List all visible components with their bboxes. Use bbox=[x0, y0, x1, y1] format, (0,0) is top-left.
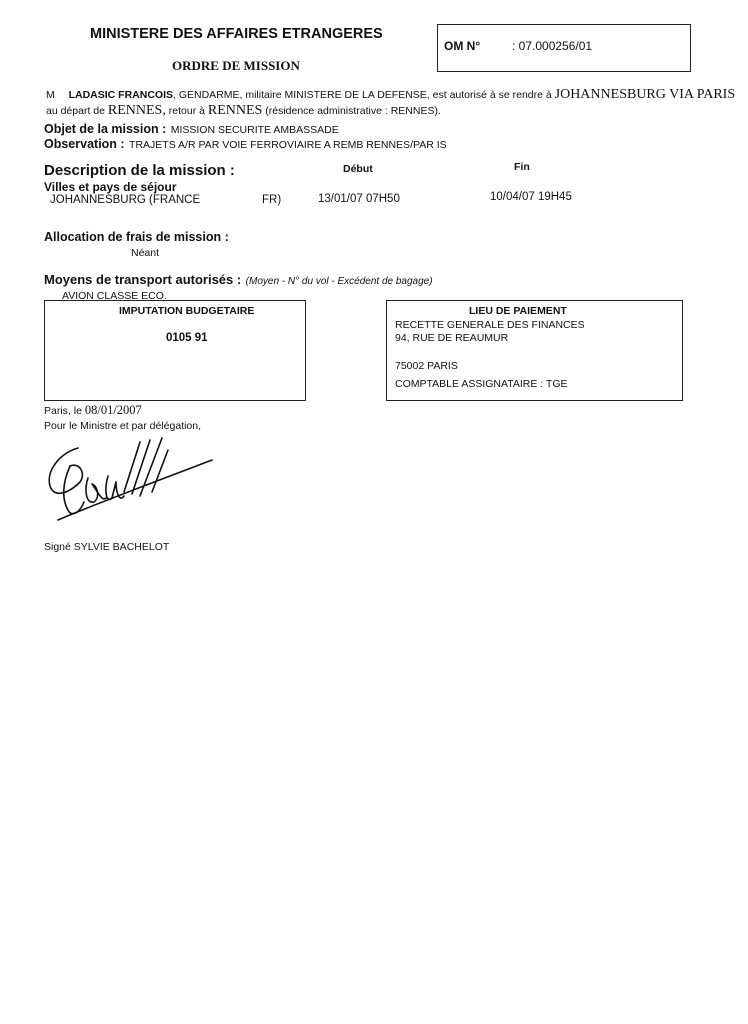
observation-label: Observation : bbox=[44, 137, 125, 151]
delegation-text: Pour le Ministre et par délégation, bbox=[44, 420, 202, 432]
allocation-value: Néant bbox=[131, 247, 160, 259]
om-label: OM N° bbox=[444, 39, 481, 53]
description-title: Description de la mission : bbox=[44, 162, 235, 179]
paiement-line-3: 75002 PARIS bbox=[395, 360, 458, 372]
place-date-row bbox=[44, 403, 142, 418]
end-datetime: 10/04/07 19H45 bbox=[490, 191, 572, 203]
paiement-line-4: COMPTABLE ASSIGNATAIRE : TGE bbox=[395, 378, 568, 390]
allocation-label: Allocation de frais de mission : bbox=[44, 230, 229, 244]
observation-value: TRAJETS A/R PAR VOIE FERROVIAIRE A REMB RENNES/PAR IS bbox=[129, 139, 447, 151]
paiement-box bbox=[386, 300, 683, 401]
transport-label: Moyens de transport autorisés : bbox=[44, 272, 242, 287]
imputation-value: 0105 91 bbox=[166, 332, 208, 344]
start-datetime: 13/01/07 07H50 bbox=[318, 193, 400, 205]
om-number-box bbox=[437, 24, 691, 72]
paiement-title: LIEU DE PAIEMENT bbox=[469, 305, 567, 317]
transport-note: (Moyen - N° du vol - Excédent de bagage) bbox=[245, 276, 433, 287]
ministry-title: MINISTERE DES AFFAIRES ETRANGERES bbox=[90, 26, 383, 42]
intro-text: , GENDARME, militaire MINISTERE DE LA DEFENSE, est autorisé à se rendre à bbox=[173, 89, 552, 101]
signed-by: Signé SYLVIE BACHELOT bbox=[44, 541, 170, 553]
transport-value: AVION CLASSE ECO. bbox=[62, 290, 167, 302]
departure-city: RENNES, bbox=[107, 103, 166, 118]
place-prefix: Paris, le bbox=[44, 405, 82, 417]
signature-date: 08/01/2007 bbox=[84, 403, 142, 417]
residence: (résidence administrative : RENNES). bbox=[265, 105, 441, 117]
debut-header: Début bbox=[343, 163, 373, 175]
return-prefix: retour à bbox=[168, 105, 205, 117]
document-title: ORDRE DE MISSION bbox=[172, 58, 300, 73]
paiement-line-2: 94, RUE DE REAUMUR bbox=[395, 332, 509, 344]
departure-prefix: au départ de bbox=[46, 105, 105, 117]
objet-value: MISSION SECURITE AMBASSADE bbox=[170, 124, 339, 136]
fin-header: Fin bbox=[514, 161, 530, 173]
person-name: LADASIC FRANCOIS bbox=[68, 89, 174, 101]
imputation-title: IMPUTATION BUDGETAIRE bbox=[119, 305, 255, 317]
intro-line-1 bbox=[46, 87, 735, 103]
om-number: : 07.000256/01 bbox=[512, 39, 593, 53]
observation-row bbox=[44, 135, 447, 153]
objet-label: Objet de la mission : bbox=[44, 122, 167, 136]
civility: M bbox=[46, 89, 55, 101]
handwritten-signature bbox=[40, 432, 220, 532]
paiement-line-1: RECETTE GENERALE DES FINANCES bbox=[395, 319, 585, 331]
intro-line-2 bbox=[46, 103, 441, 119]
imputation-box bbox=[44, 300, 306, 401]
stay-country: FR) bbox=[262, 194, 282, 206]
return-city: RENNES bbox=[207, 103, 263, 118]
villes-label: Villes et pays de séjour bbox=[44, 180, 177, 194]
transport-row bbox=[44, 271, 433, 289]
stay-city: JOHANNESBURG (FRANCE bbox=[50, 194, 201, 206]
destination: JOHANNESBURG VIA PARIS bbox=[554, 87, 736, 102]
